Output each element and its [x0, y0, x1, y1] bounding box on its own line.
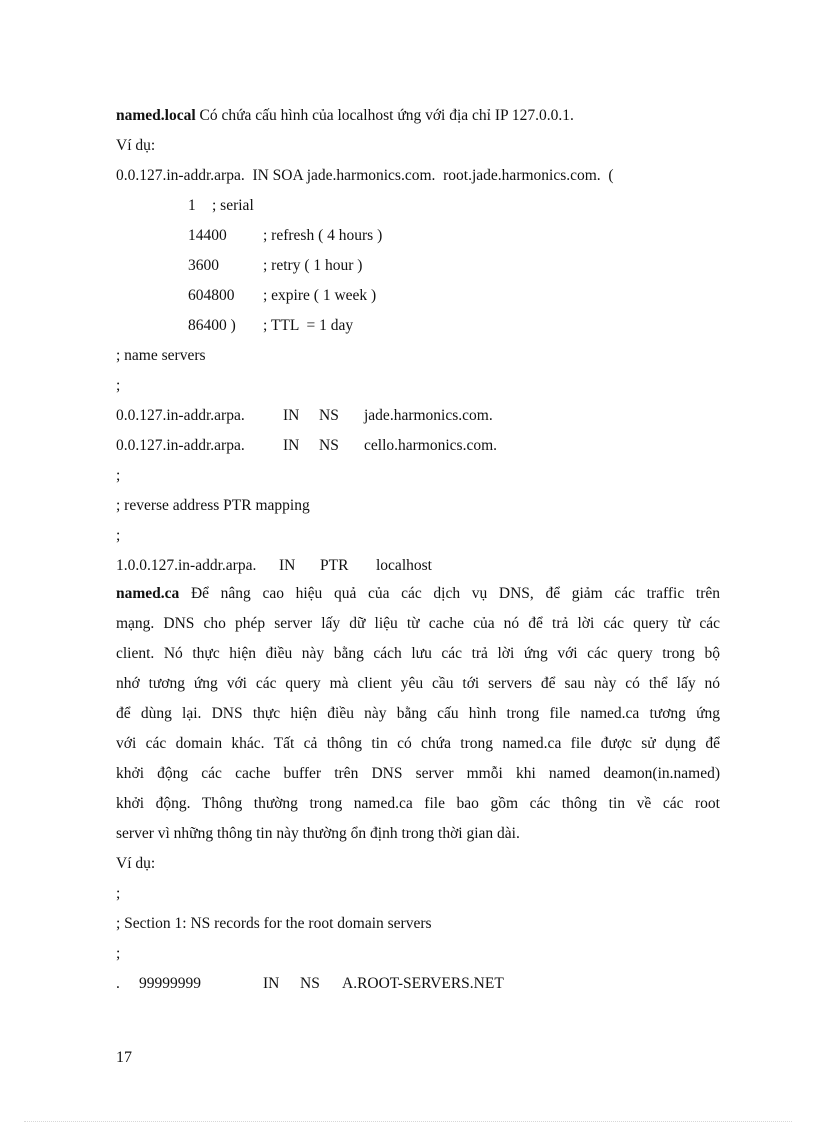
- soa-value: 604800: [188, 287, 235, 304]
- named-local-intro: [116, 106, 574, 126]
- record-name: 0.0.127.in-addr.arpa.: [116, 407, 245, 424]
- record-data: A.ROOT-SERVERS.NET: [342, 975, 504, 992]
- paragraph-line: nhớ tương ứng với các query mà client yêu cầu tới servers để sau này có thể lấy nó: [116, 675, 720, 692]
- soa-comment: ; retry ( 1 hour ): [263, 257, 363, 274]
- paragraph-line: để dùng lại. DNS thực hiện điều này bằng cấu hình trong file named.ca tương ứng: [116, 705, 720, 722]
- page-bottom-divider: [24, 1121, 792, 1122]
- record-class: IN: [279, 557, 296, 574]
- named-local-term: named.local: [116, 107, 196, 124]
- paragraph-line: khởi động. Thông thường trong named.ca file bao gồm các thông tin về các root: [116, 795, 720, 812]
- paragraph-line: named.ca Để nâng cao hiệu quả của các dịch vụ DNS, để giảm các traffic trên: [116, 585, 720, 602]
- record-ttl: 99999999: [139, 975, 201, 992]
- soa-value: 14400: [188, 227, 227, 244]
- comment-line: ; Section 1: NS records for the root domain servers: [116, 915, 432, 932]
- paragraph-line: khởi động các cache buffer trên DNS server mmỗi khi named deamon(in.named): [116, 765, 720, 782]
- comment-line: ;: [116, 885, 121, 902]
- record-type: PTR: [320, 557, 349, 574]
- comment-line: ; name servers: [116, 347, 206, 364]
- soa-value: 1: [188, 197, 196, 214]
- comment-line: ;: [116, 527, 121, 544]
- record-data: localhost: [376, 557, 432, 574]
- soa-comment: ; expire ( 1 week ): [263, 287, 377, 304]
- record-data: jade.harmonics.com.: [364, 407, 493, 424]
- soa-record-line: 0.0.127.in-addr.arpa. IN SOA jade.harmonics.com. root.jade.harmonics.com. (: [116, 167, 614, 184]
- paragraph-line: client. Nó thực hiện điều này bằng cách lưu các trả lời ứng với các query trong bộ: [116, 645, 720, 662]
- record-name: 1.0.0.127.in-addr.arpa.: [116, 557, 257, 574]
- paragraph-line: mạng. DNS cho phép server lấy dữ liệu từ cache của nó để trả lời các query từ các: [116, 615, 720, 632]
- example-label: Ví dụ:: [116, 137, 156, 154]
- record-class: IN: [283, 437, 300, 454]
- comment-line: ;: [116, 945, 121, 962]
- paragraph-line: với các domain khác. Tất cả thông tin có chứa trong named.ca file được sử dụng để: [116, 735, 720, 752]
- named-ca-term: named.ca: [116, 585, 180, 602]
- named-ca-paragraph: [116, 579, 720, 849]
- paragraph-line: server vì những thông tin này thường ổn định trong thời gian dài.: [116, 825, 520, 842]
- record-name: .: [116, 975, 120, 992]
- soa-value: 86400 ): [188, 317, 236, 334]
- record-type: NS: [319, 437, 339, 454]
- soa-comment: ; serial: [212, 197, 254, 214]
- record-class: IN: [263, 975, 280, 992]
- record-data: cello.harmonics.com.: [364, 437, 497, 454]
- record-name: 0.0.127.in-addr.arpa.: [116, 437, 245, 454]
- record-type: NS: [300, 975, 320, 992]
- record-class: IN: [283, 407, 300, 424]
- comment-line: ;: [116, 377, 121, 394]
- soa-comment: ; TTL = 1 day: [263, 317, 354, 334]
- page-number: 17: [116, 1049, 132, 1066]
- named-local-desc: Có chứa cấu hình của localhost ứng với địa chỉ IP 127.0.0.1.: [195, 107, 574, 124]
- soa-value: 3600: [188, 257, 219, 274]
- example-label: Ví dụ:: [116, 855, 156, 872]
- comment-line: ;: [116, 467, 121, 484]
- comment-line: ; reverse address PTR mapping: [116, 497, 310, 514]
- soa-comment: ; refresh ( 4 hours ): [263, 227, 383, 244]
- record-type: NS: [319, 407, 339, 424]
